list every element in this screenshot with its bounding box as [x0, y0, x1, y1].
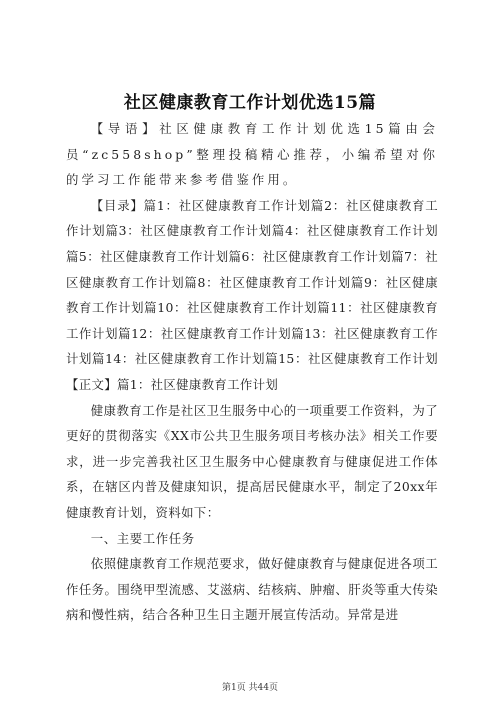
page-footer: 第1页 共44页: [221, 683, 279, 693]
table-of-contents-paragraph: 【目录】篇1：社区健康教育工作计划篇2：社区健康教育工作计划篇3：社区健康教育工作计划篇4：社区健康教育工作计划篇5：社区健康教育工作计划篇6：社区健康教育工作计划篇7：社区健康教育工作计划篇8：社区健康教育工作计划篇9：社区健康教育工作计划篇10：社区健康教育工作计划篇11：社区健康教育工作计划篇12：社区健康教育工作计划篇13：社区健康教育工作计划篇14：社区健康教育工作计划篇15：社区健康教育工作计划【正文】篇1：社区健康教育工作计划: [66, 197, 438, 392]
document-title: 社区健康教育工作计划优选15篇: [123, 93, 377, 113]
document-body: [66, 116, 438, 628]
task-paragraph: 依照健康教育工作规范要求，做好健康教育与健康促进各项工作任务。围绕甲型流感、艾滋病、结核病、肿瘤、肝炎等重大传染病和慢性病，结合各种卫生日主题开展宣传活动。异常是进: [66, 556, 438, 623]
intro-paragraph: 健康教育工作是社区卫生服务中心的一项重要工作资料，为了更好的贯彻落实《XX市公共卫生服务项目考核办法》相关工作要求，进一步完善我社区卫生服务中心健康教育与健康促进工作体系，在辖区内普及健康知识，提高居民健康水平，制定了20xx年健康教育计划，资料如下：: [66, 402, 438, 520]
section-heading: 一、主要工作任务: [90, 530, 195, 546]
guide-paragraph: 【导语】社区健康教育工作计划优选15篇由会员“zc558shop”整理投稿精心推荐，小编希望对你的学习工作能带来参考借鉴作用。: [66, 121, 438, 188]
